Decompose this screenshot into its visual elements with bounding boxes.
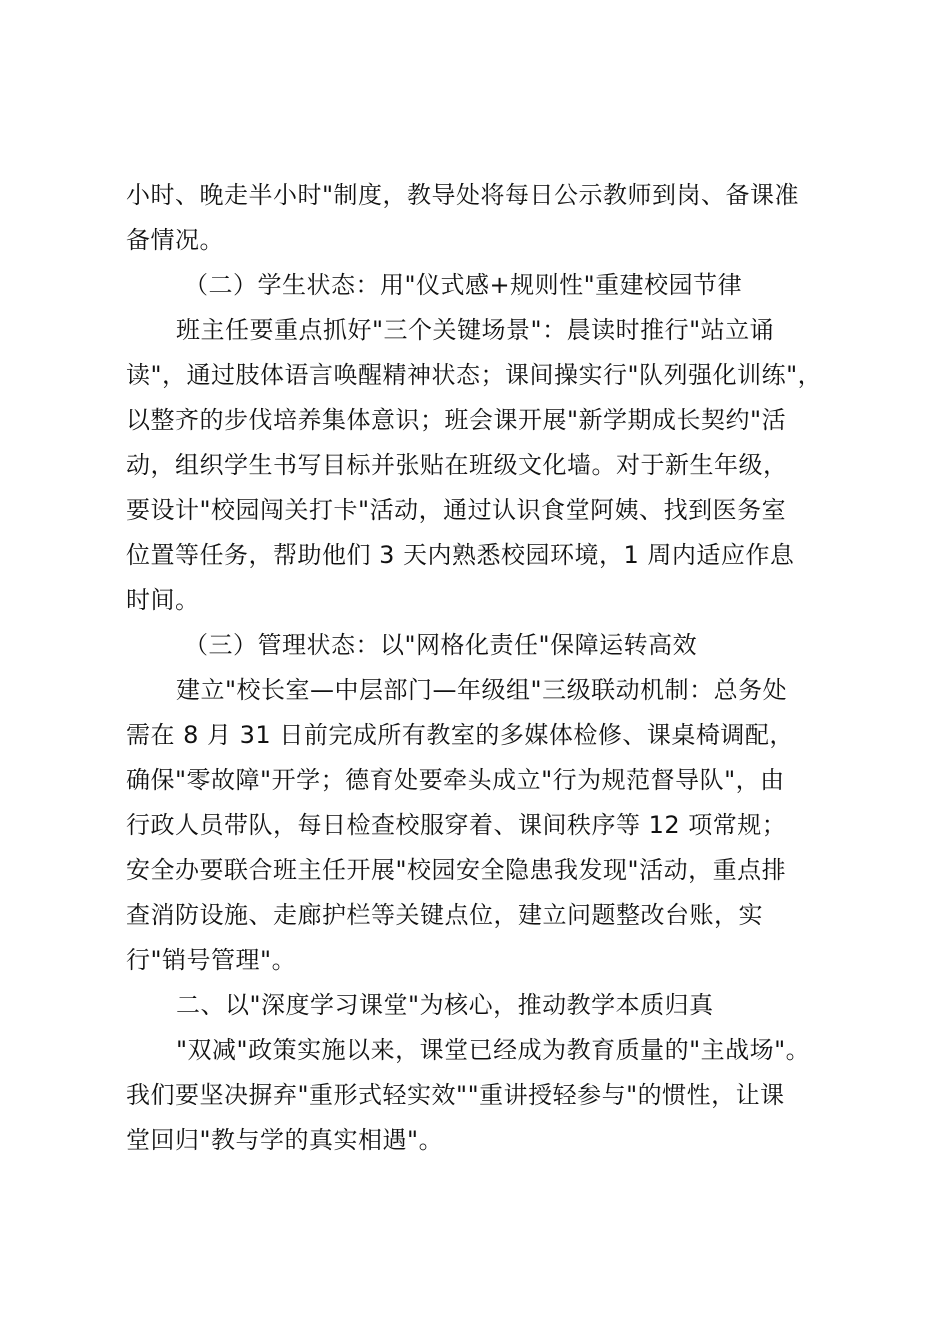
body-text-line: 位置等任务，帮助他们 3 天内熟悉校园环境，1 周内适应作息 bbox=[126, 541, 795, 569]
section-heading-deep-learning: 二、以"深度学习课堂"为核心，推动教学本质归真 bbox=[176, 991, 714, 1019]
body-text-line: 时间。 bbox=[126, 586, 200, 614]
body-text-line: 备情况。 bbox=[126, 226, 224, 254]
body-text-line: 要设计"校园闯关打卡"活动，通过认识食堂阿姨、找到医务室 bbox=[126, 496, 787, 524]
body-text-line: 读"，通过肢体语言唤醒精神状态；课间操实行"队列强化训练"， bbox=[126, 361, 823, 389]
body-text-line: 确保"零故障"开学；德育处要牵头成立"行为规范督导队"，由 bbox=[126, 766, 785, 794]
section-heading-management-state: （三）管理状态：以"网格化责任"保障运转高效 bbox=[184, 631, 698, 659]
paragraph-first-line: "双减"政策实施以来，课堂已经成为教育质量的"主战场"。 bbox=[176, 1036, 811, 1064]
section-heading-student-state: （二）学生状态：用"仪式感+规则性"重建校园节律 bbox=[184, 271, 743, 299]
body-text-line: 堂回归"教与学的真实相遇"。 bbox=[126, 1126, 444, 1154]
body-text-line: 需在 8 月 31 日前完成所有教室的多媒体检修、课桌椅调配， bbox=[126, 721, 794, 749]
body-text-line: 以整齐的步伐培养集体意识；班会课开展"新学期成长契约"活 bbox=[126, 406, 787, 434]
paragraph-first-line: 建立"校长室—中层部门—年级组"三级联动机制：总务处 bbox=[176, 676, 788, 704]
body-text-line: 动，组织学生书写目标并张贴在班级文化墙。对于新生年级， bbox=[126, 451, 788, 479]
body-text-line: 安全办要联合班主任开展"校园安全隐患我发现"活动，重点排 bbox=[126, 856, 787, 884]
body-text-line: 我们要坚决摒弃"重形式轻实效""重讲授轻参与"的惯性，让课 bbox=[126, 1081, 785, 1109]
body-text-line: 小时、晚走半小时"制度，教导处将每日公示教师到岗、备课准 bbox=[126, 181, 800, 209]
body-text-line: 查消防设施、走廊护栏等关键点位，建立问题整改台账，实 bbox=[126, 901, 763, 929]
paragraph-first-line: 班主任要重点抓好"三个关键场景"：晨读时推行"站立诵 bbox=[176, 316, 775, 344]
body-text-line: 行政人员带队，每日检查校服穿着、课间秩序等 12 项常规； bbox=[126, 811, 787, 839]
body-text-line: 行"销号管理"。 bbox=[126, 946, 297, 974]
document-body bbox=[126, 173, 836, 1163]
